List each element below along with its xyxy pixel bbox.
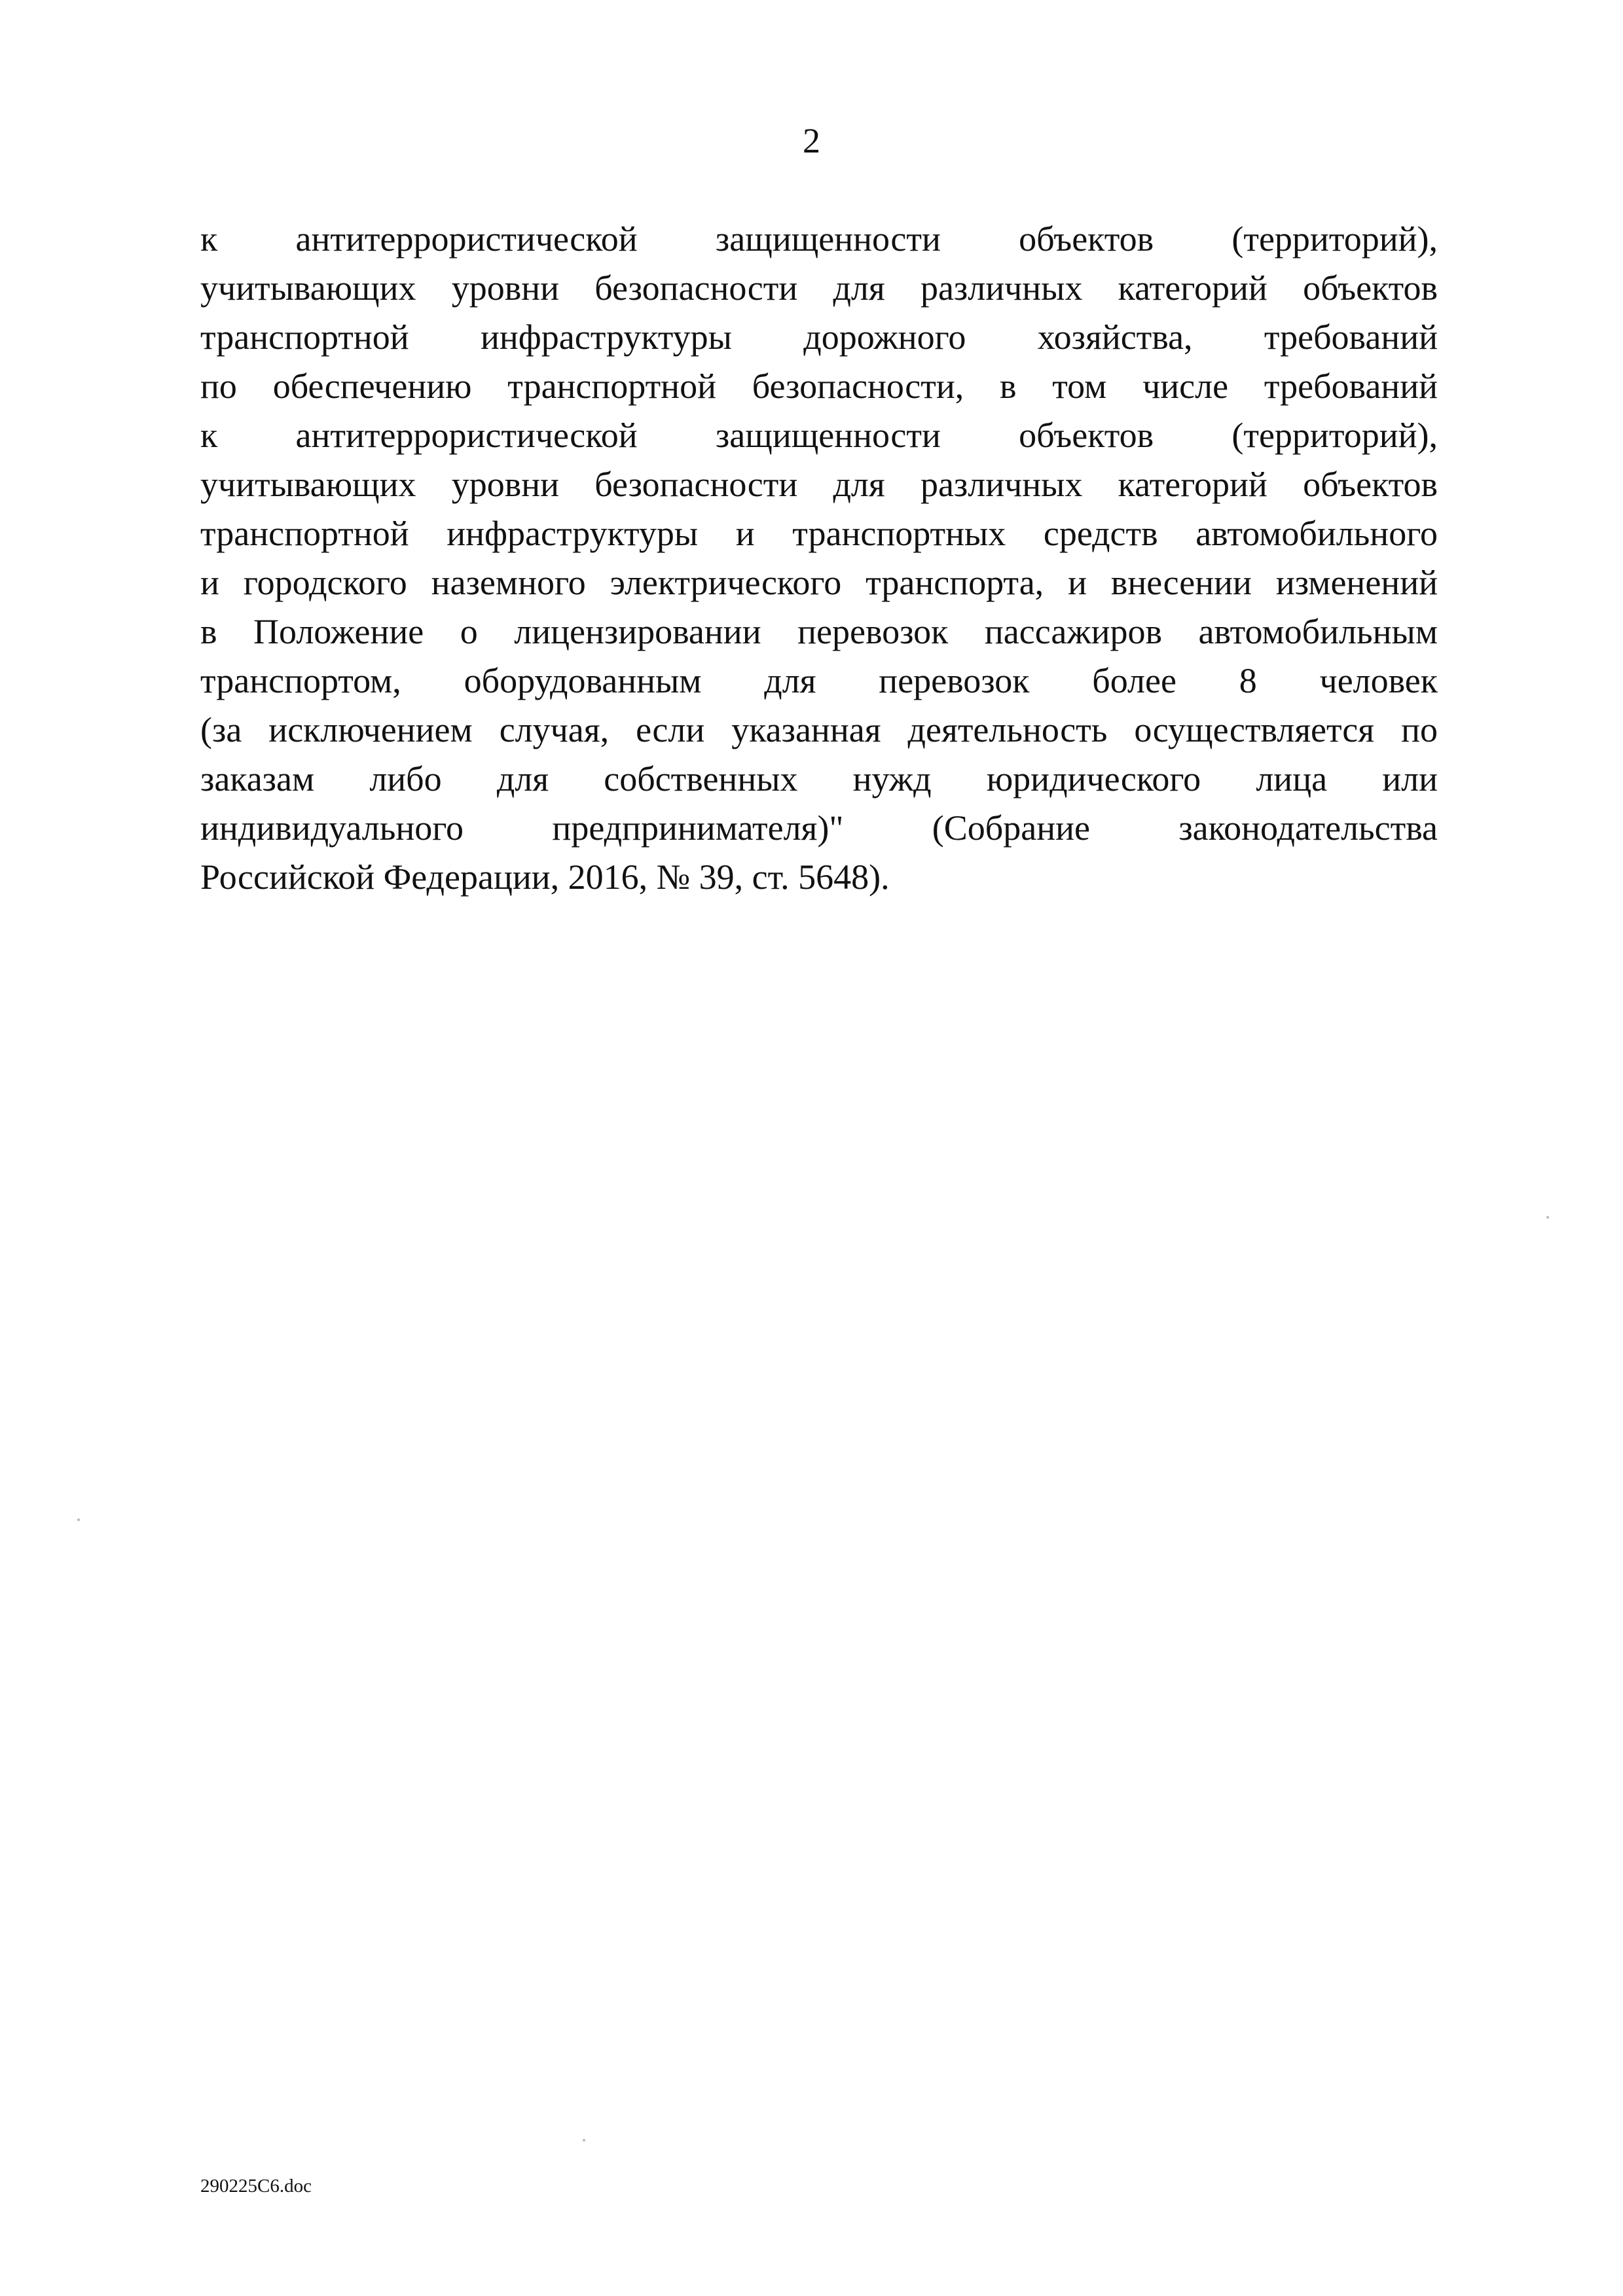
- text-line: учитывающих уровни безопасности для различных категорий объектов: [200, 268, 1438, 308]
- text-line: транспортной инфраструктуры дорожного хозяйства, требований: [200, 317, 1438, 357]
- text-line: в Положение о лицензировании перевозок пассажиров автомобильным: [200, 612, 1438, 651]
- text-line: Российской Федерации, 2016, № 39, ст. 5648).: [200, 857, 890, 897]
- text-line: транспортом, оборудованным для перевозок более 8 человек: [200, 661, 1438, 700]
- text-line: к антитеррористической защищенности объектов (территорий),: [200, 219, 1438, 259]
- document-body: [200, 215, 1438, 902]
- text-line: (за исключением случая, если указанная деятельность осуществляется по: [200, 710, 1438, 749]
- scan-speck: [583, 2139, 585, 2142]
- page-number: 2: [803, 121, 820, 160]
- scan-speck: [1546, 1216, 1549, 1219]
- footer-filename: 290225C6.doc: [200, 2176, 312, 2197]
- scan-speck: [77, 1518, 80, 1521]
- text-line: и городского наземного электрического транспорта, и внесении изменений: [200, 563, 1438, 602]
- text-line: по обеспечению транспортной безопасности, в том числе требований: [200, 367, 1438, 406]
- text-line: заказам либо для собственных нужд юридического лица или: [200, 759, 1438, 798]
- text-line: учитывающих уровни безопасности для различных категорий объектов: [200, 465, 1438, 504]
- text-line: к антитеррористической защищенности объектов (территорий),: [200, 416, 1438, 455]
- text-line: индивидуального предпринимателя)" (Собрание законодательства: [200, 808, 1438, 848]
- text-line: транспортной инфраструктуры и транспортных средств автомобильного: [200, 514, 1438, 553]
